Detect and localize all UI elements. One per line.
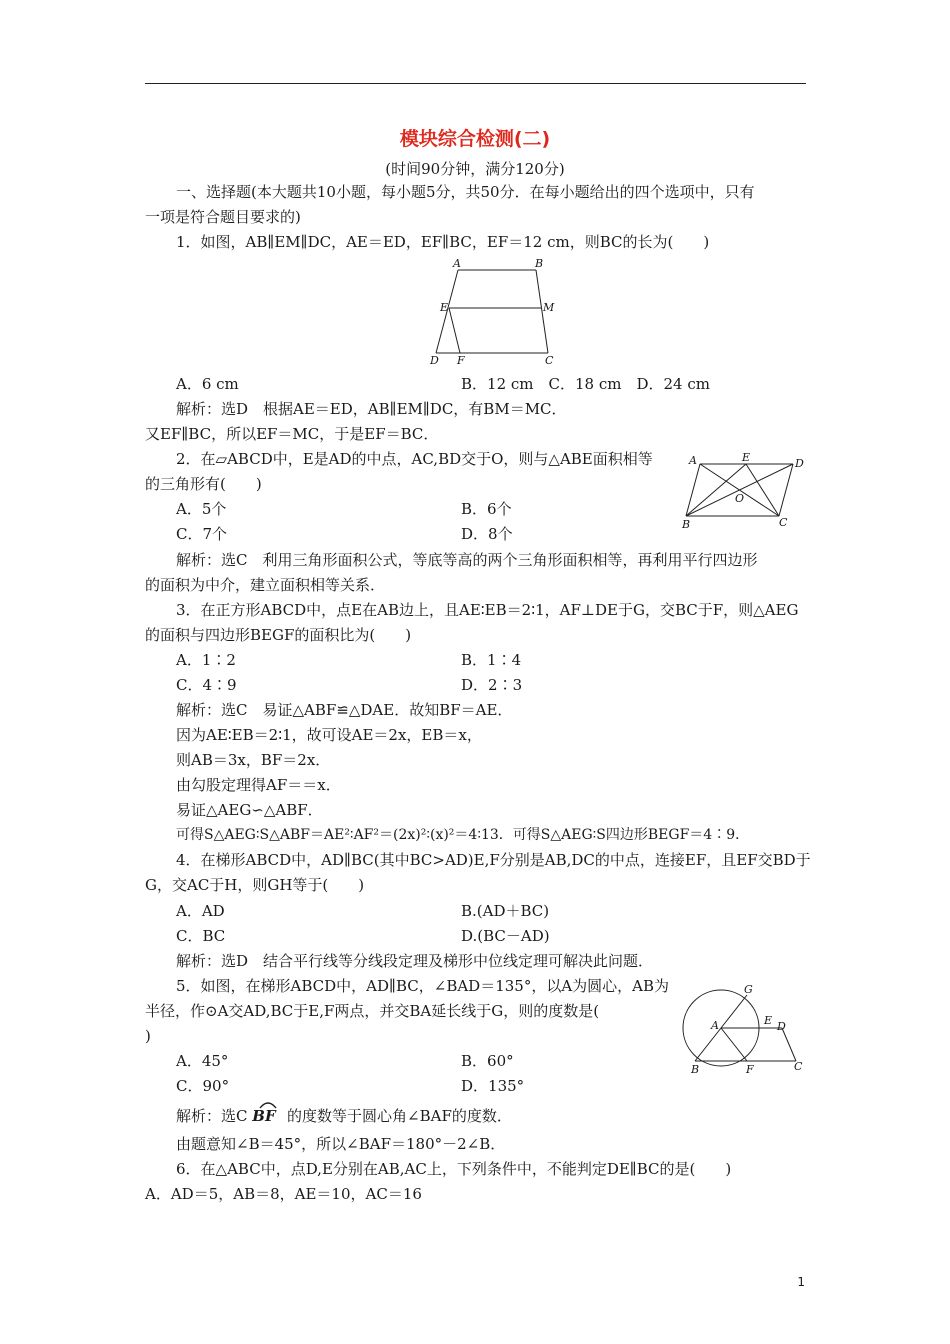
header-rule [145,83,806,84]
arc-bf-label [252,1107,282,1125]
fig5-label-f: F [746,1063,754,1076]
section-heading-cont: 一项是符合题目要求的) [145,208,301,226]
q5-solution-2: 由题意知∠B＝45°，所以∠BAF＝180°－2∠B． [176,1135,506,1153]
fig2-label-o: O [735,492,745,505]
fig1-label-f: F [457,354,465,367]
q1-solution-2: 又EF∥BC，所以EF＝MC，于是EF＝BC． [145,425,439,443]
page-subtitle: (时间90分钟，满分120分) [385,160,565,178]
q1-option-bcd: B．12 cm C．18 cm D．24 cm [461,375,710,393]
fig2-label-a: A [689,454,697,467]
arc-symbol-icon [258,1099,278,1109]
fig5-label-g: G [744,983,753,996]
q2-option-d: D．8个 [461,525,513,543]
fig1-label-m: M [543,301,555,314]
q1-option-a: A．6 cm [176,375,239,393]
q4-option-b: B.(AD＋BC) [461,902,550,920]
fig1-label-b: B [535,257,544,270]
q3-option-c: C．4∶9 [176,676,237,694]
q1-trapezoid-figure [422,256,572,368]
q4-stem-cont: G，交AC于H，则GH等于( ) [145,876,365,894]
fig2-label-c: C [779,516,788,529]
arc-text: BF [252,1107,276,1125]
fig5-label-e: E [764,1014,773,1027]
q4-option-c: C．BC [176,927,226,945]
q3-solution-3: 则AB＝3x，BF＝2x． [176,751,331,769]
q1-solution-1: 解析：选D 根据AE＝ED，AB∥EM∥DC，有BM＝MC． [176,400,567,418]
fig2-label-e: E [742,451,751,464]
q2-solution-2: 的面积为中介，建立面积相等关系． [145,576,386,594]
q3-option-a: A．1∶2 [176,651,236,669]
q5-stem-end: ) [145,1027,151,1045]
q5-stem: 5．如图，在梯形ABCD中，AD∥BC，∠BAD＝135°，以A为圆心，AB为 [176,977,670,995]
q3-stem-cont: 的面积与四边形BEGF的面积比为( ) [145,626,412,644]
q6-stem: 6．在△ABC中，点D,E分别在AB,AC上，下列条件中，不能判定DE∥BC的是( ) [176,1160,732,1178]
fig5-label-d: D [777,1020,786,1033]
q4-solution-1: 解析：选D 结合平行线等分线段定理及梯形中位线定理可解决此问题． [176,952,654,970]
q3-solution-6: 可得S△AEG∶S△ABF＝AE²∶AF²＝(2x)²∶(x)²＝4∶13．可得S△AEG∶S四边形BEGF＝4∶9． [176,827,750,843]
fig5-label-a: A [711,1019,719,1032]
q5-option-b: B．60° [461,1052,514,1070]
q5-solution-1 [176,1107,512,1125]
q4-option-a: A．AD [176,902,225,920]
q3-option-b: B．1∶4 [461,651,522,669]
q4-stem: 4．在梯形ABCD中，AD∥BC(其中BC>AD)E,F分别是AB,DC的中点，连接EF，且EF交BD于 [176,851,811,869]
q2-solution-1: 解析：选C 利用三角形面积公式，等底等高的两个三角形面积相等，再利用平行四边形 [176,551,758,569]
q5-stem-cont: 半径，作⊙A交AD,BC于E,F两点，并交BA延长线于G，则的度数是( [145,1002,600,1020]
fig1-label-c: C [545,354,554,367]
q2-parallelogram-figure [680,450,810,532]
fig1-label-d: D [430,354,439,367]
page-number: 1 [797,1275,805,1289]
fig5-label-c: C [794,1060,803,1073]
q5-option-d: D．135° [461,1077,525,1095]
fig1-label-e: E [440,301,449,314]
q3-solution-4: 由勾股定理得AF＝＝x． [176,776,341,794]
q2-option-c: C．7个 [176,525,228,543]
q3-solution-2: 因为AE∶EB＝2∶1，故可设AE＝2x，EB＝x， [176,726,482,744]
q2-stem: 2．在▱ABCD中，E是AD的中点，AC,BD交于O，则与△ABE面积相等 [176,450,653,468]
q5-solution-suffix: 的度数等于圆心角∠BAF的度数． [287,1107,512,1125]
q5-solution-prefix: 解析：选C [176,1107,248,1125]
fig2-label-b: B [682,518,691,531]
q5-circle-figure [676,982,810,1080]
q3-stem: 3．在正方形ABCD中，点E在AB边上，且AE∶EB＝2∶1，AF⊥DE于G，交BC于F，则△AEG [176,601,799,619]
q3-solution-1: 解析：选C 易证△ABF≌△DAE．故知BF＝AE． [176,701,513,719]
page-title: 模块综合检测(二) [399,128,551,150]
q5-option-a: A．45° [176,1052,229,1070]
q2-option-b: B．6个 [461,500,512,518]
q3-solution-5: 易证△AEG∽△ABF． [176,801,323,819]
fig2-label-d: D [795,457,804,470]
fig5-label-b: B [691,1063,700,1076]
fig1-label-a: A [453,257,461,270]
q5-option-c: C．90° [176,1077,230,1095]
q4-option-d: D.(BC－AD) [461,927,550,945]
q1-stem: 1．如图，AB∥EM∥DC，AE＝ED，EF∥BC，EF＝12 cm，则BC的长为( ) [176,233,710,251]
q3-option-d: D．2∶3 [461,676,523,694]
q2-option-a: A．5个 [176,500,227,518]
q2-stem-cont: 的三角形有( ) [145,475,262,493]
q6-option-a: A．AD＝5，AB＝8，AE＝10，AC＝16 [145,1185,422,1203]
section-heading: 一、选择题(本大题共10小题，每小题5分，共50分．在每小题给出的四个选项中，只有 [176,183,755,201]
